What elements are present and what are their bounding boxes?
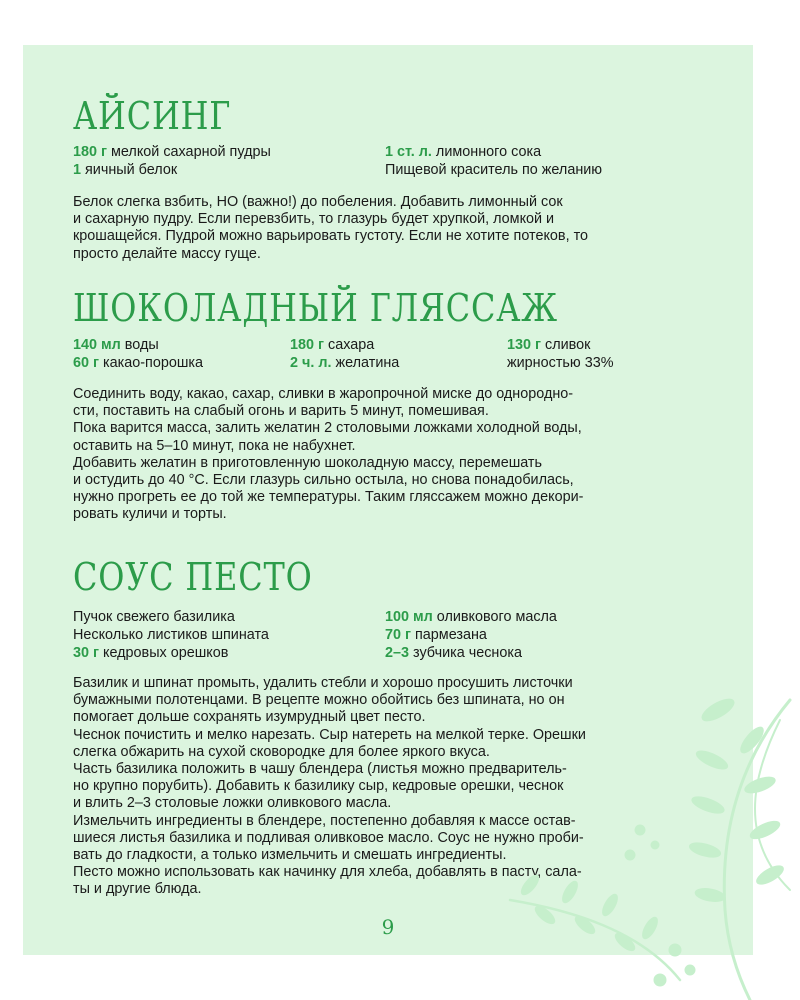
steps-glaze [73, 386, 713, 524]
step-line: ты и другие блюда. [73, 881, 202, 898]
step-line: Песто можно использовать как начинку для хлеба, добавлять в пасту, сала- [73, 864, 582, 881]
recipe-title-glaze: ШОКОЛАДНЫЙ ГЛЯССАЖ [73, 286, 559, 330]
step-line: крошащейся. Пудрой можно варьировать густоту. Если не хотите потеков, то [73, 228, 588, 245]
ingredient-row: 2–3 зубчика чеснока [385, 645, 522, 661]
steps-icing [73, 194, 713, 263]
ingredient-row: Пучок свежего базилика [73, 609, 235, 625]
ingredient-row: 180 г мелкой сахарной пудры [73, 144, 271, 160]
step-line: просто делайте массу гуще. [73, 245, 261, 262]
ingredients-pesto-left [73, 608, 269, 662]
ingredient-row: 1 ст. л. лимонного сока [385, 144, 542, 160]
step-line: и остудить до 40 °С. Если глазурь сильно остыла, но снова понадобилась, [73, 472, 574, 489]
step-line: сти, поставить на слабый огонь и варить 5 минут, помешивая. [73, 403, 489, 420]
ingredient-row: 130 г сливок [507, 337, 591, 353]
step-line: Часть базилика положить в чашу блендера (листья можно предваритель- [73, 761, 567, 778]
ingredient-row: 60 г какао-порошка [73, 355, 203, 371]
step-line: бумажными полотенцами. В рецепте можно обойтись без шпината, но он [73, 692, 565, 709]
ingredient-row: 140 мл воды [73, 337, 159, 353]
herb-branch-icon [490, 680, 800, 1000]
step-line: слегка обжарить на сухой сковородке для более яркого вкуса. [73, 743, 490, 760]
ingredient-row: 30 г кедровых орешков [73, 645, 229, 661]
page-number: 9 [381, 915, 395, 939]
ingredients-glaze-col3 [507, 336, 614, 372]
step-line: оставить на 5–10 минут, пока не набухнет. [73, 437, 356, 454]
ingredient-row: 2 ч. л. желатина [290, 355, 400, 371]
ingredients-glaze-col2 [290, 336, 399, 372]
ingredient-row: Несколько листиков шпината [73, 627, 269, 643]
step-line: Чеснок почистить и мелко нарезать. Сыр натереть на мелкой терке. Орешки [73, 726, 586, 743]
ingredients-pesto-right [385, 608, 557, 662]
ingredients-glaze-col1 [73, 336, 203, 372]
ingredient-row: 100 мл оливкового масла [385, 609, 557, 625]
ingredient-row: 180 г сахара [290, 337, 375, 353]
step-line: Пока варится масса, залить желатин 2 столовыми ложками холодной воды, [73, 420, 582, 437]
step-line: и влить 2–3 столовые ложки оливкового масла. [73, 795, 392, 812]
step-line: нужно прогреть ее до той же температуры. Таким гляссажем можно декори- [73, 489, 584, 506]
step-line: Базилик и шпинат промыть, удалить стебли и хорошо просушить листочки [73, 675, 573, 691]
step-line: Соединить воду, какао, сахар, сливки в жаропрочной миске до однородно- [73, 386, 574, 402]
step-line: Белок слегка взбить, НО (важно!) до побеления. Добавить лимонный сок [73, 194, 563, 210]
step-line: Добавить желатин в приготовленную шоколадную массу, перемешать [73, 454, 543, 471]
ingredient-row: 1 яичный белок [73, 162, 178, 178]
ingredient-row: 70 г пармезана [385, 627, 487, 643]
ingredient-row: Пищевой краситель по желанию [385, 162, 603, 178]
step-line: ровать куличи и торты. [73, 506, 227, 523]
step-line: вать до гладкости, а только измельчить и смешать ингредиенты. [73, 847, 507, 864]
step-line: но крупно порубить). Добавить к базилику сыр, кедровые орешки, чеснок [73, 778, 564, 795]
step-line: Измельчить ингредиенты в блендере, постепенно добавляя к массе остав- [73, 812, 576, 829]
ingredient-row: жирностью 33% [507, 355, 614, 371]
ingredients-icing-right [385, 143, 602, 179]
ingredients-icing-left [73, 143, 271, 179]
step-line: шиеся листья базилика и подливая оливковое масло. Соус не нужно проби- [73, 829, 584, 846]
step-line: помогает дольше сохранять изумрудный цвет песто. [73, 709, 426, 726]
step-line: и сахарную пудру. Если перевзбить, то глазурь будет хрупкой, ломкой и [73, 211, 555, 228]
recipe-title-pesto: СОУС ПЕСТО [73, 555, 313, 599]
recipe-title-icing: АЙСИНГ [73, 94, 232, 138]
